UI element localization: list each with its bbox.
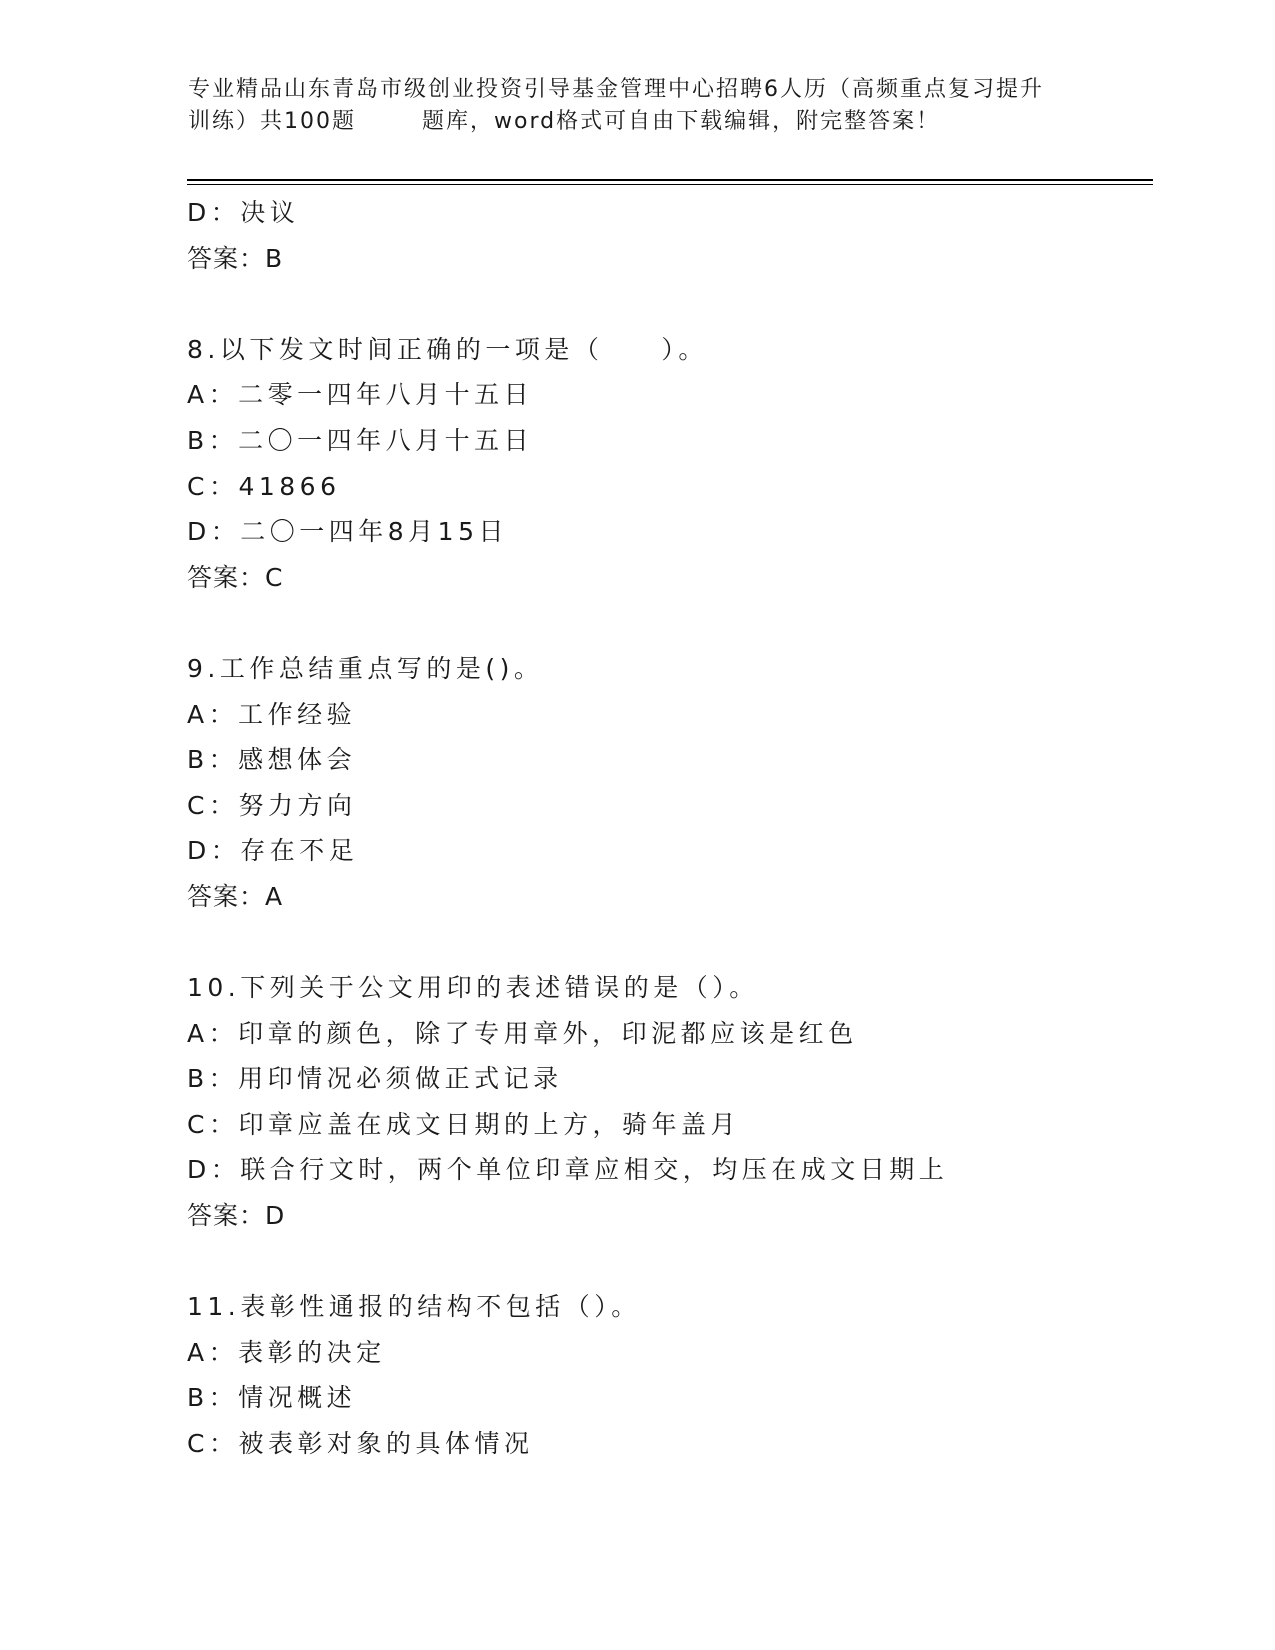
question-9 <box>187 646 1147 920</box>
header-title-part-1: 训练）共100题 <box>188 109 356 134</box>
question-stem: 9.工作总结重点写的是()。 <box>187 653 544 683</box>
question-11 <box>187 1284 1147 1466</box>
answer-label: 答案：D <box>187 1201 286 1231</box>
option-c: C：41866 <box>187 471 341 501</box>
question-stem <box>187 327 1147 373</box>
header-divider-thin <box>187 184 1153 185</box>
option-c: C：印章应盖在成文日期的上方，骑年盖月 <box>187 1109 740 1139</box>
answer-label: 答案：B <box>187 243 284 273</box>
option-b: B：情况概述 <box>187 1383 357 1413</box>
header-title-line-2 <box>188 106 1098 138</box>
option-a: A：表彰的决定 <box>187 1337 386 1367</box>
option-a: A：工作经验 <box>187 699 357 729</box>
option-c: C：被表彰对象的具体情况 <box>187 1429 534 1459</box>
question-8 <box>187 327 1147 601</box>
option-d: D：二〇一四年8月15日 <box>187 517 508 547</box>
option-d: D：存在不足 <box>187 836 359 866</box>
answer-label: 答案：C <box>187 562 284 592</box>
option-a: A：印章的颜色，除了专用章外，印泥都应该是红色 <box>187 1018 858 1048</box>
header-divider-thick <box>187 179 1153 181</box>
question-stem: 10.下列关于公文用印的表述错误的是（）。 <box>187 973 759 1003</box>
option-b: B：感想体会 <box>187 745 357 775</box>
option-d: D：决议 <box>187 198 300 227</box>
document-header <box>188 74 1098 138</box>
option-d: D：联合行文时，两个单位印章应相交，均压在成文日期上 <box>187 1155 949 1185</box>
question-10 <box>187 965 1147 1239</box>
header-title-part-2: 题库，word格式可自由下载编辑，附完整答案！ <box>422 109 941 134</box>
question-stem: 11.表彰性通报的结构不包括（）。 <box>187 1292 641 1322</box>
option-c: C：努力方向 <box>187 790 357 820</box>
option-b: B：用印情况必须做正式记录 <box>187 1064 563 1094</box>
option-b: B：二〇一四年八月十五日 <box>187 425 534 455</box>
question-stem-end: ）。 <box>661 334 708 364</box>
question-stem-start: 8.以下发文时间正确的一项是（ <box>187 334 604 364</box>
header-title-line-1: 专业精品山东青岛市级创业投资引导基金管理中心招聘6人历（高频重点复习提升 <box>188 77 1044 102</box>
answer-label: 答案：A <box>187 881 284 911</box>
option-a: A：二零一四年八月十五日 <box>187 380 534 410</box>
question-list <box>187 190 1147 1467</box>
